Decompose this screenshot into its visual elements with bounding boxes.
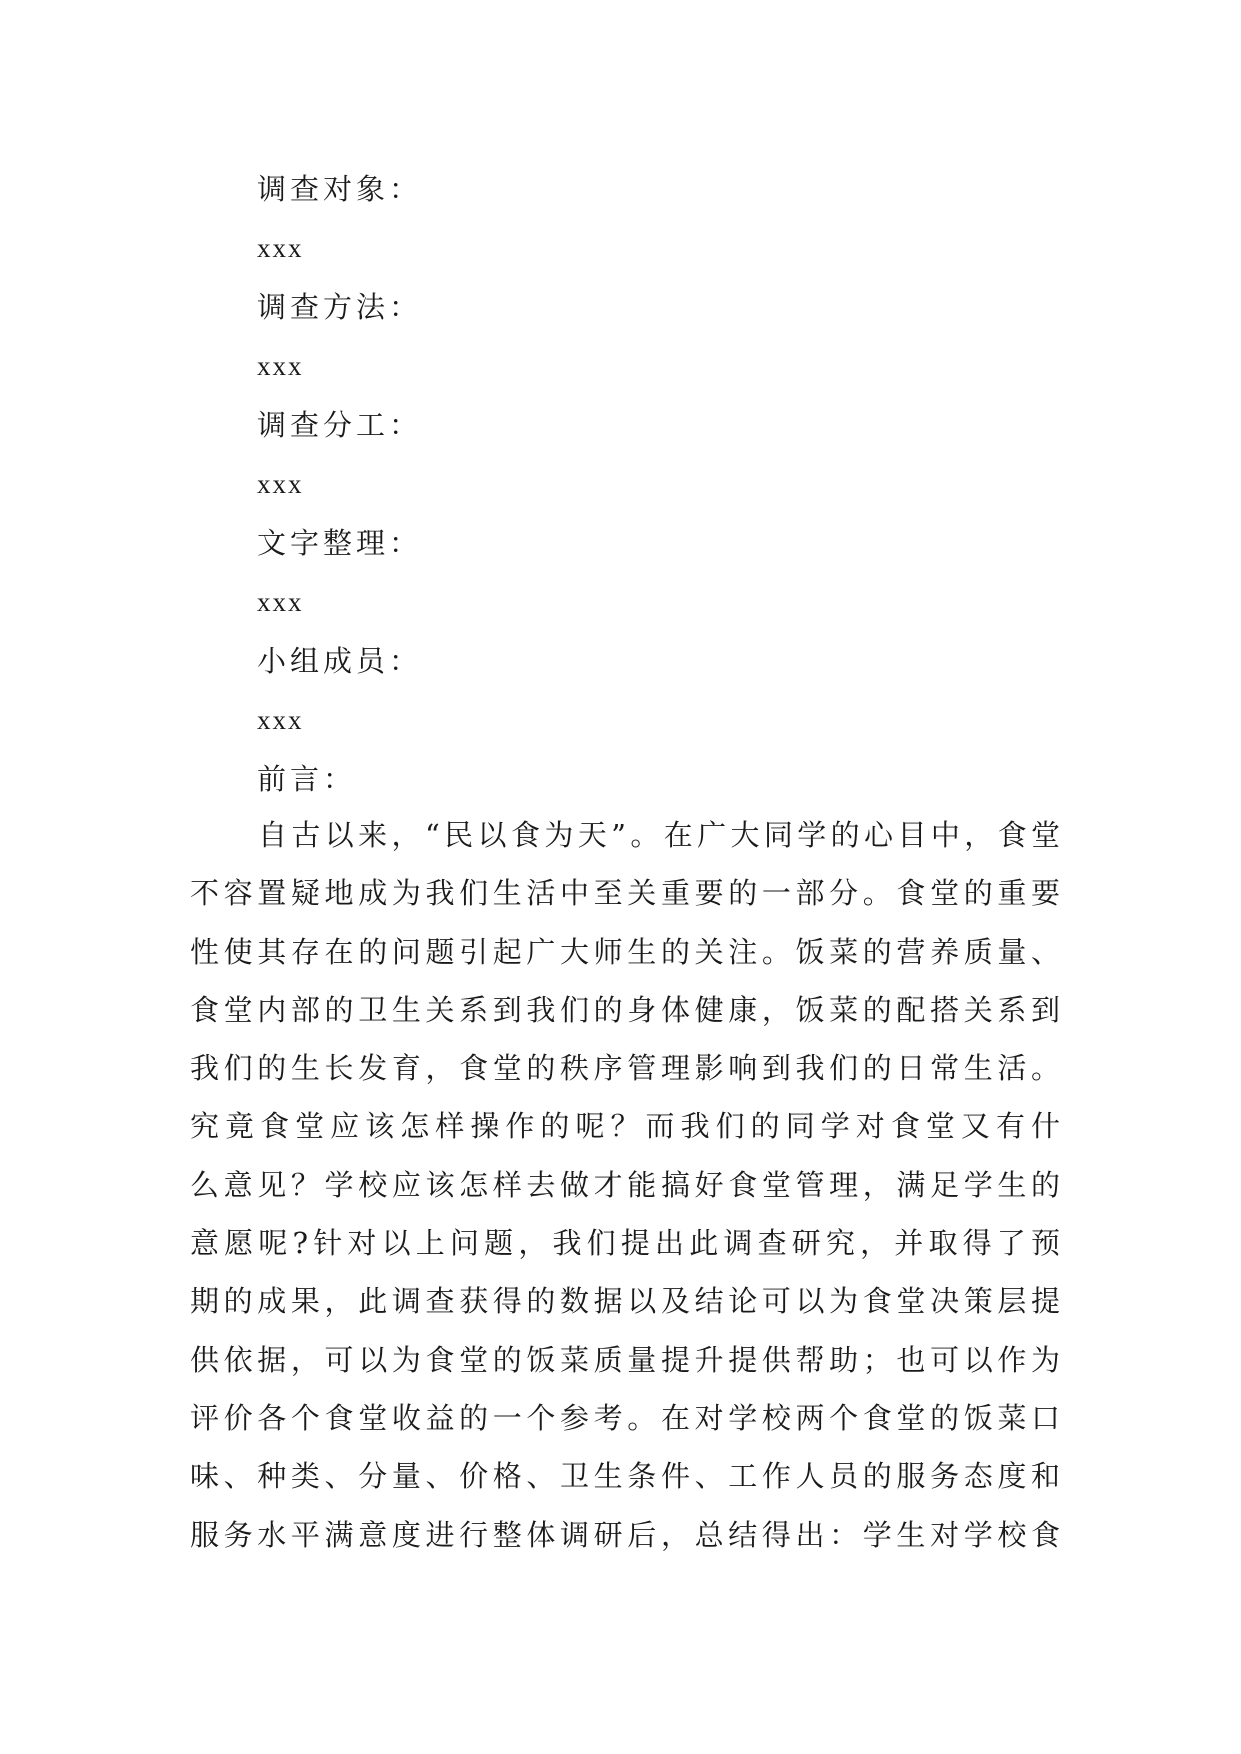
- field-value-survey-method: xxx: [257, 351, 304, 381]
- paragraph-line: 性使其存在的问题引起广大师生的关注。饭菜的营养质量、: [190, 934, 1060, 969]
- paragraph-line: 供依据，可以为食堂的饭菜质量提升提供帮助；也可以作为: [190, 1342, 1060, 1377]
- field-value-text-editing: xxx: [257, 587, 304, 617]
- field-value-group-members: xxx: [257, 705, 304, 735]
- paragraph-line: 期的成果，此调查获得的数据以及结论可以为食堂决策层提: [190, 1284, 1060, 1319]
- field-label-group-members: 小组成员：: [257, 644, 423, 678]
- paragraph-line: 我们的生长发育，食堂的秩序管理影响到我们的日常生活。: [190, 1051, 1060, 1086]
- report-info-fields: [257, 160, 1017, 809]
- paragraph-line: 自古以来，“民以食为天”。在广大同学的心目中，食堂: [258, 818, 1060, 852]
- paragraph-line: 味、种类、分量、价格、卫生条件、工作人员的服务态度和: [190, 1459, 1060, 1494]
- paragraph-line: 不容置疑地成为我们生活中至关重要的一部分。食堂的重要: [190, 876, 1060, 911]
- field-label-division-of-work: 调查分工：: [257, 408, 423, 442]
- paragraph-line: 么意见？学校应该怎样去做才能搞好食堂管理，满足学生的: [190, 1167, 1060, 1202]
- preface-heading: 前言：: [257, 762, 357, 796]
- paragraph-line: 究竟食堂应该怎样操作的呢？而我们的同学对食堂又有什: [190, 1109, 1060, 1144]
- field-value-division-of-work: xxx: [257, 469, 304, 499]
- field-value-survey-object: xxx: [257, 233, 304, 263]
- preface-paragraph: [190, 806, 1060, 1564]
- paragraph-line: 食堂内部的卫生关系到我们的身体健康，饭菜的配搭关系到: [190, 992, 1060, 1027]
- field-label-survey-method: 调查方法：: [257, 290, 423, 324]
- paragraph-line: 评价各个食堂收益的一个参考。在对学校两个食堂的饭菜口: [190, 1400, 1060, 1435]
- paragraph-line: 意愿呢?针对以上问题，我们提出此调查研究，并取得了预: [190, 1226, 1060, 1261]
- field-label-text-editing: 文字整理：: [257, 526, 423, 560]
- paragraph-line: 服务水平满意度进行整体调研后，总结得出：学生对学校食: [190, 1517, 1060, 1552]
- field-label-survey-object: 调查对象：: [257, 172, 423, 206]
